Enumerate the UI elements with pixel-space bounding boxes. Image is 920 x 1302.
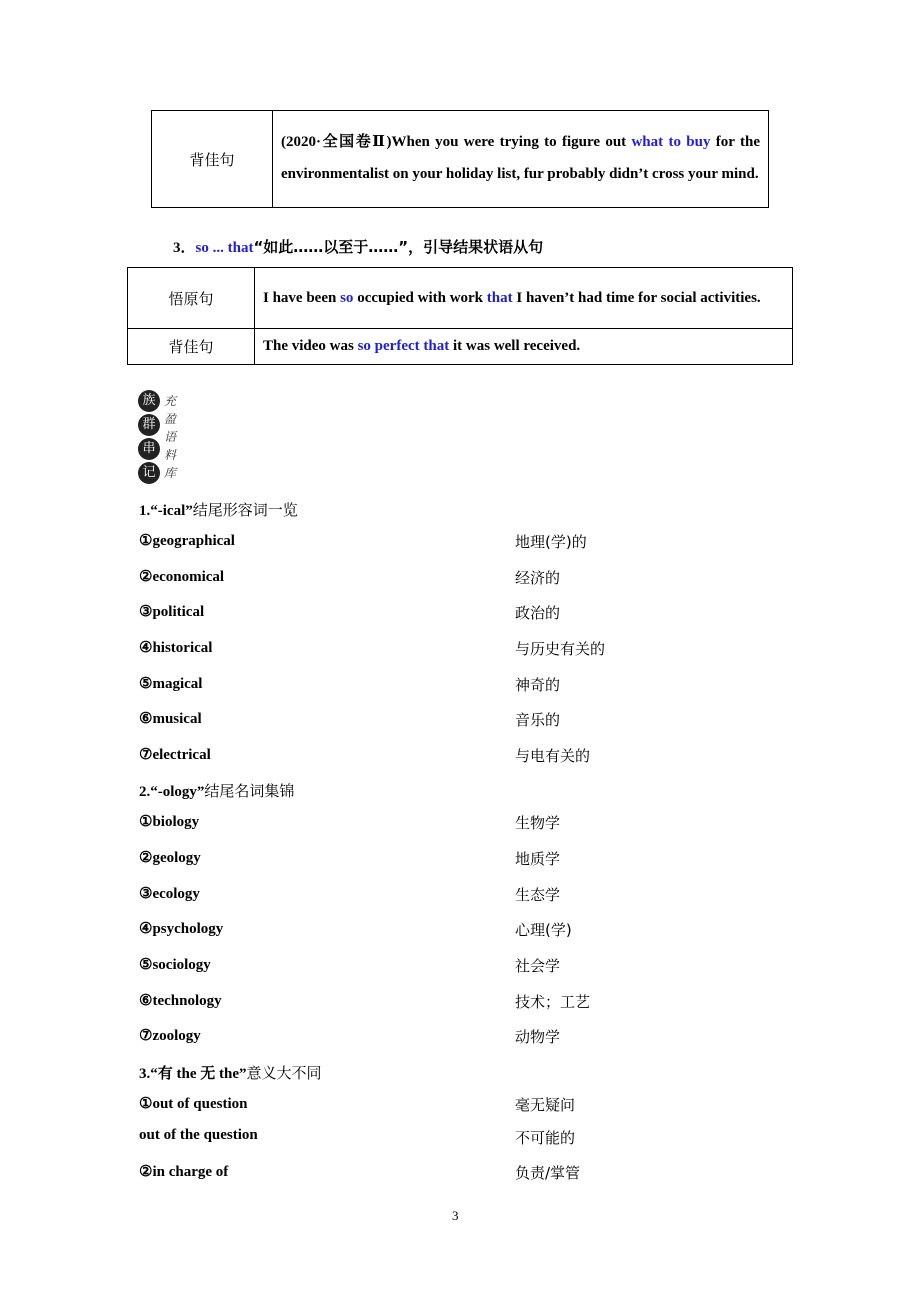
list-item: ②economical 经济的 bbox=[139, 569, 561, 587]
table2-row1-label: 悟原句 bbox=[128, 268, 255, 329]
list-item: ①biology 生物学 bbox=[139, 814, 561, 832]
list-item: ③ecology 生态学 bbox=[139, 886, 561, 904]
list-item: ④historical 与历史有关的 bbox=[139, 640, 606, 658]
group-2-heading: 2.“-ology”结尾名词集锦 bbox=[139, 782, 295, 800]
table1-label: 背佳句 bbox=[152, 111, 273, 208]
list-item: ③political 政治的 bbox=[139, 604, 561, 622]
list-item: ⑦zoology 动物学 bbox=[139, 1028, 561, 1046]
list-item: ⑤sociology 社会学 bbox=[139, 957, 561, 975]
list-item: ②in charge of 负责/掌管 bbox=[139, 1164, 581, 1182]
list-item: out of the question 不可能的 bbox=[139, 1127, 576, 1147]
table2-row2-sentence: The video was so perfect that it was well received. bbox=[255, 329, 793, 365]
page-number: 3 bbox=[452, 1208, 459, 1223]
logo-char-3: 串 bbox=[138, 438, 160, 460]
list-item: ⑦electrical 与电有关的 bbox=[139, 747, 591, 765]
list-item: ⑥musical 音乐的 bbox=[139, 711, 561, 729]
list-item: ④psychology 心理(学) bbox=[139, 921, 572, 939]
section-logo bbox=[138, 388, 182, 488]
group-1-heading: 1.“-ical”结尾形容词一览 bbox=[139, 501, 298, 519]
group-3-heading: 3.“有 the 无 the”意义大不同 bbox=[139, 1064, 322, 1082]
logo-side-text: 充 盈 语 料 库 bbox=[164, 394, 177, 480]
section-3-heading: 3．so ... that“如此……以至于……”，引导结果状语从句 bbox=[173, 238, 544, 256]
list-item: ②geology 地质学 bbox=[139, 850, 561, 868]
table2-row1-sentence: I have been so occupied with work that I haven’t had time for social activities. bbox=[255, 268, 793, 329]
section-3-pattern: so ... that bbox=[195, 240, 254, 256]
logo-char-1: 族 bbox=[138, 390, 160, 412]
list-item: ①geographical 地理(学)的 bbox=[139, 533, 587, 551]
table2-row2-label: 背佳句 bbox=[128, 329, 255, 365]
list-item: ①out of question 毫无疑问 bbox=[139, 1096, 576, 1114]
list-item: ⑤magical 神奇的 bbox=[139, 676, 561, 694]
logo-char-2: 群 bbox=[138, 414, 160, 436]
example-table-1 bbox=[151, 110, 769, 208]
table1-sentence: (2020·全国卷Ⅱ)When you were trying to figure out what to buy for the environmentalist on your holiday list, fur probably didn’t cross your mind. bbox=[273, 111, 769, 208]
example-table-2 bbox=[127, 267, 793, 365]
table1-highlight: what to buy bbox=[631, 134, 711, 150]
logo-char-4: 记 bbox=[138, 462, 160, 484]
list-item: ⑥technology 技术；工艺 bbox=[139, 993, 591, 1011]
